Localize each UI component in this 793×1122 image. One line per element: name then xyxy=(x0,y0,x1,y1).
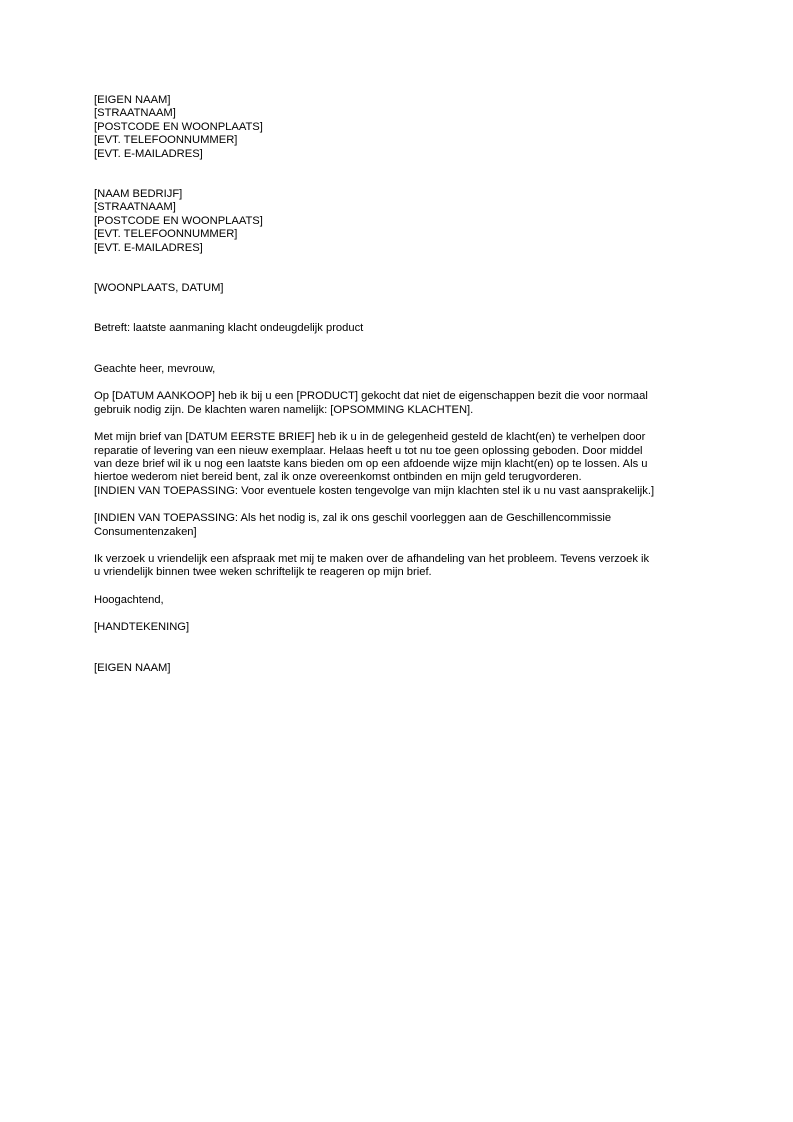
signature-text: [HANDTEKENING] xyxy=(94,621,190,634)
recipient-street: [STRAATNAAM] xyxy=(94,201,176,214)
paragraph-line: Op [DATUM AANKOOP] heb ik bij u een [PRODUCT] gekocht dat niet de eigenschappen bezit die voor normaal xyxy=(94,390,648,403)
recipient-postcode-city: [POSTCODE EN WOONPLAATS] xyxy=(94,214,263,227)
paragraph-line: hiertoe wederom niet bereid bent, zal ik onze overeenkomst ontbinden en mijn geld terugvorderen. xyxy=(94,471,582,484)
closing-text: Hoogachtend, xyxy=(94,593,164,606)
sender-address xyxy=(94,94,704,161)
paragraph-line: van deze brief wil ik u nog een laatste kans bieden om op een afdoende wijze mijn klacht(en) op te lossen. Als u xyxy=(94,457,648,470)
paragraph-line: Consumentenzaken] xyxy=(94,525,197,538)
signature xyxy=(94,621,704,634)
recipient-company: [NAAM BEDRIJF] xyxy=(94,188,183,201)
paragraph-purchase xyxy=(94,390,704,417)
paragraph-request xyxy=(94,553,704,580)
paragraph-line: Met mijn brief van [DATUM EERSTE BRIEF] heb ik u in de gelegenheid gesteld de klacht(en) te verhelpen door xyxy=(94,431,646,444)
subject-line xyxy=(94,322,704,335)
sender-email: [EVT. E-MAILADRES] xyxy=(94,147,203,160)
sender-street: [STRAATNAAM] xyxy=(94,107,176,120)
letter-page xyxy=(94,94,704,675)
recipient-phone: [EVT. TELEFOONNUMMER] xyxy=(94,228,238,241)
signatory-name xyxy=(94,662,704,675)
paragraph-line: reparatie of levering van een nieuw exemplaar. Helaas heeft u tot nu toe geen oplossing geboden. Door middel xyxy=(94,444,643,457)
sender-name: [EIGEN NAAM] xyxy=(94,94,171,106)
sender-postcode-city: [POSTCODE EN WOONPLAATS] xyxy=(94,120,263,133)
paragraph-line: u vriendelijk binnen twee weken schriftelijk te reageren op mijn brief. xyxy=(94,566,432,579)
recipient-address xyxy=(94,188,704,255)
paragraph-line: [INDIEN VAN TOEPASSING: Als het nodig is, zal ik ons geschil voorleggen aan de Geschillencommissie xyxy=(94,512,612,525)
salutation xyxy=(94,363,704,376)
date-line xyxy=(94,282,704,295)
paragraph-line: [INDIEN VAN TOEPASSING: Voor eventuele kosten tengevolge van mijn klachten stel ik u nu vast aansprakelijk.] xyxy=(94,484,655,497)
paragraph-first-letter xyxy=(94,431,704,498)
closing xyxy=(94,594,704,607)
recipient-email: [EVT. E-MAILADRES] xyxy=(94,241,203,254)
sender-phone: [EVT. TELEFOONNUMMER] xyxy=(94,134,238,147)
date-text: [WOONPLAATS, DATUM] xyxy=(94,282,224,295)
salutation-text: Geachte heer, mevrouw, xyxy=(94,362,216,375)
signatory-name-text: [EIGEN NAAM] xyxy=(94,661,171,674)
paragraph-dispute xyxy=(94,512,704,539)
subject-text: Betreft: laatste aanmaning klacht ondeugdelijk product xyxy=(94,322,364,335)
paragraph-line: gebruik nodig zijn. De klachten waren namelijk: [OPSOMMING KLACHTEN]. xyxy=(94,403,474,416)
paragraph-line: Ik verzoek u vriendelijk een afspraak met mij te maken over de afhandeling van het probleem. Tevens verzoek ik xyxy=(94,552,650,565)
